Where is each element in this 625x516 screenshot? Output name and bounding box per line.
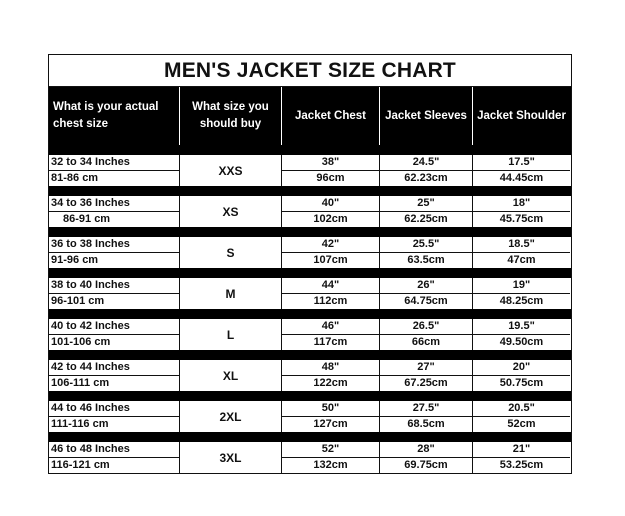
size-chart: [48, 54, 572, 474]
header-chest-actual: What is your actual chest size: [49, 87, 180, 145]
size-row: [49, 237, 571, 268]
jacket-chest-cm: 117cm: [313, 335, 348, 348]
jacket-sleeves-inches: 27.5": [380, 401, 472, 417]
jacket-sleeves-cm: 66cm: [411, 335, 441, 348]
size-label: XL: [222, 368, 239, 383]
size-row: [49, 442, 571, 473]
jacket-sleeves-cell: [380, 360, 473, 391]
size-row: [49, 360, 571, 391]
size-label: XXS: [218, 163, 243, 178]
size-label: 3XL: [219, 450, 242, 465]
chest-inches: 44 to 46 Inches: [49, 401, 179, 417]
row-separator: [49, 391, 571, 401]
jacket-chest-cm: 132cm: [313, 458, 348, 471]
jacket-shoulder-cm: 49.50cm: [499, 335, 544, 348]
jacket-chest-inches: 40": [282, 196, 379, 212]
jacket-chest-cell: [282, 278, 380, 309]
jacket-chest-cell: [282, 155, 380, 186]
jacket-sleeves-cm: 62.25cm: [404, 212, 448, 225]
size-cell: [180, 442, 282, 473]
size-row: [49, 319, 571, 350]
jacket-sleeves-inches: 25.5": [380, 237, 472, 253]
jacket-chest-cm: 102cm: [313, 212, 348, 225]
jacket-shoulder-cm: 53.25cm: [499, 458, 544, 471]
jacket-shoulder-cell: [473, 278, 570, 309]
jacket-chest-inches: 42": [282, 237, 379, 253]
chest-inches: 36 to 38 Inches: [49, 237, 179, 253]
jacket-sleeves-inches: 26.5": [380, 319, 472, 335]
jacket-chest-inches: 44": [282, 278, 379, 294]
size-label: M: [225, 286, 236, 301]
size-rows: [49, 145, 571, 473]
header-size-buy: What size you should buy: [180, 87, 282, 145]
jacket-sleeves-cell: [380, 155, 473, 186]
jacket-sleeves-inches: 24.5": [380, 155, 472, 171]
jacket-shoulder-inches: 20.5": [473, 401, 570, 417]
jacket-chest-cm: 107cm: [313, 253, 348, 266]
jacket-sleeves-inches: 25": [380, 196, 472, 212]
jacket-sleeves-cell: [380, 401, 473, 432]
chest-inches: 46 to 48 Inches: [49, 442, 179, 458]
chest-size-cell: [49, 237, 180, 268]
chest-size-cell: [49, 442, 180, 473]
jacket-shoulder-inches: 18.5": [473, 237, 570, 253]
jacket-shoulder-cm: 47cm: [507, 253, 536, 266]
chest-size-cell: [49, 360, 180, 391]
jacket-chest-inches: 50": [282, 401, 379, 417]
jacket-chest-cell: [282, 237, 380, 268]
jacket-chest-cell: [282, 196, 380, 227]
jacket-sleeves-cm: 62.23cm: [404, 171, 448, 184]
size-row: [49, 401, 571, 432]
jacket-shoulder-cm: 45.75cm: [499, 212, 544, 225]
jacket-sleeves-cell: [380, 196, 473, 227]
jacket-shoulder-inches: 18": [473, 196, 570, 212]
jacket-shoulder-cell: [473, 319, 570, 350]
jacket-chest-inches: 48": [282, 360, 379, 376]
row-separator: [49, 309, 571, 319]
jacket-sleeves-cell: [380, 278, 473, 309]
chest-size-cell: [49, 155, 180, 186]
row-separator: [49, 268, 571, 278]
jacket-chest-cm: 112cm: [313, 294, 348, 307]
jacket-sleeves-cm: 69.75cm: [404, 458, 448, 471]
jacket-chest-inches: 46": [282, 319, 379, 335]
size-cell: [180, 360, 282, 391]
size-cell: [180, 401, 282, 432]
size-label: S: [226, 245, 235, 260]
jacket-chest-cell: [282, 319, 380, 350]
jacket-shoulder-inches: 19": [473, 278, 570, 294]
chest-cm: 111-116 cm: [51, 417, 109, 430]
chest-cm: 81-86 cm: [51, 171, 99, 184]
jacket-sleeves-inches: 28": [380, 442, 472, 458]
chest-size-cell: [49, 401, 180, 432]
header-jacket-shoulder: Jacket Shoulder: [477, 109, 566, 122]
jacket-shoulder-cell: [473, 155, 570, 186]
jacket-sleeves-cell: [380, 237, 473, 268]
chest-cm: 96-101 cm: [51, 294, 105, 307]
jacket-chest-cell: [282, 401, 380, 432]
header-row: [49, 87, 571, 145]
chest-size-cell: [49, 319, 180, 350]
size-cell: [180, 155, 282, 186]
chest-cm: 106-111 cm: [51, 376, 110, 389]
row-separator: [49, 227, 571, 237]
jacket-shoulder-inches: 21": [473, 442, 570, 458]
row-separator: [49, 186, 571, 196]
row-separator: [49, 432, 571, 442]
chest-cm: 91-96 cm: [51, 253, 99, 266]
size-cell: [180, 278, 282, 309]
chest-cm: 86-91 cm: [63, 212, 111, 225]
jacket-sleeves-cell: [380, 442, 473, 473]
jacket-sleeves-cell: [380, 319, 473, 350]
row-separator: [49, 145, 571, 155]
chart-title: MEN'S JACKET SIZE CHART: [49, 55, 571, 87]
jacket-shoulder-cm: 50.75cm: [499, 376, 544, 389]
size-row: [49, 155, 571, 186]
jacket-shoulder-inches: 17.5": [473, 155, 570, 171]
jacket-sleeves-cm: 68.5cm: [407, 417, 445, 430]
jacket-sleeves-cm: 67.25cm: [404, 376, 448, 389]
size-cell: [180, 237, 282, 268]
chest-cm: 101-106 cm: [51, 335, 111, 348]
chest-inches: 40 to 42 Inches: [49, 319, 179, 335]
header-jacket-chest: Jacket Chest: [282, 87, 380, 145]
jacket-shoulder-cell: [473, 401, 570, 432]
size-label: 2XL: [219, 409, 242, 424]
jacket-shoulder-inches: 19.5": [473, 319, 570, 335]
jacket-sleeves-inches: 26": [380, 278, 472, 294]
jacket-chest-cm: 127cm: [313, 417, 348, 430]
size-cell: [180, 196, 282, 227]
chest-inches: 32 to 34 Inches: [49, 155, 179, 171]
jacket-shoulder-cell: [473, 237, 570, 268]
jacket-chest-cm: 122cm: [313, 376, 348, 389]
row-separator: [49, 350, 571, 360]
size-row: [49, 196, 571, 227]
chest-inches: 42 to 44 Inches: [49, 360, 179, 376]
jacket-chest-inches: 52": [282, 442, 379, 458]
jacket-shoulder-cm: 44.45cm: [499, 171, 544, 184]
jacket-shoulder-cell: [473, 196, 570, 227]
chest-inches: 34 to 36 Inches: [49, 196, 179, 212]
jacket-sleeves-inches: 27": [380, 360, 472, 376]
size-cell: [180, 319, 282, 350]
size-label: L: [226, 327, 235, 342]
jacket-shoulder-inches: 20": [473, 360, 570, 376]
jacket-chest-cell: [282, 360, 380, 391]
chest-size-cell: [49, 196, 180, 227]
jacket-chest-cm: 96cm: [316, 171, 345, 184]
size-label: XS: [222, 204, 239, 219]
header-jacket-sleeves: Jacket Sleeves: [380, 87, 473, 145]
jacket-shoulder-cell: [473, 360, 570, 391]
size-row: [49, 278, 571, 309]
jacket-shoulder-cm: 48.25cm: [499, 294, 544, 307]
chest-cm: 116-121 cm: [51, 458, 110, 471]
jacket-chest-inches: 38": [282, 155, 379, 171]
jacket-shoulder-cell: [473, 442, 570, 473]
jacket-sleeves-cm: 64.75cm: [404, 294, 448, 307]
chest-inches: 38 to 40 Inches: [49, 278, 179, 294]
jacket-sleeves-cm: 63.5cm: [407, 253, 445, 266]
chest-size-cell: [49, 278, 180, 309]
jacket-shoulder-cm: 52cm: [507, 417, 536, 430]
jacket-chest-cell: [282, 442, 380, 473]
